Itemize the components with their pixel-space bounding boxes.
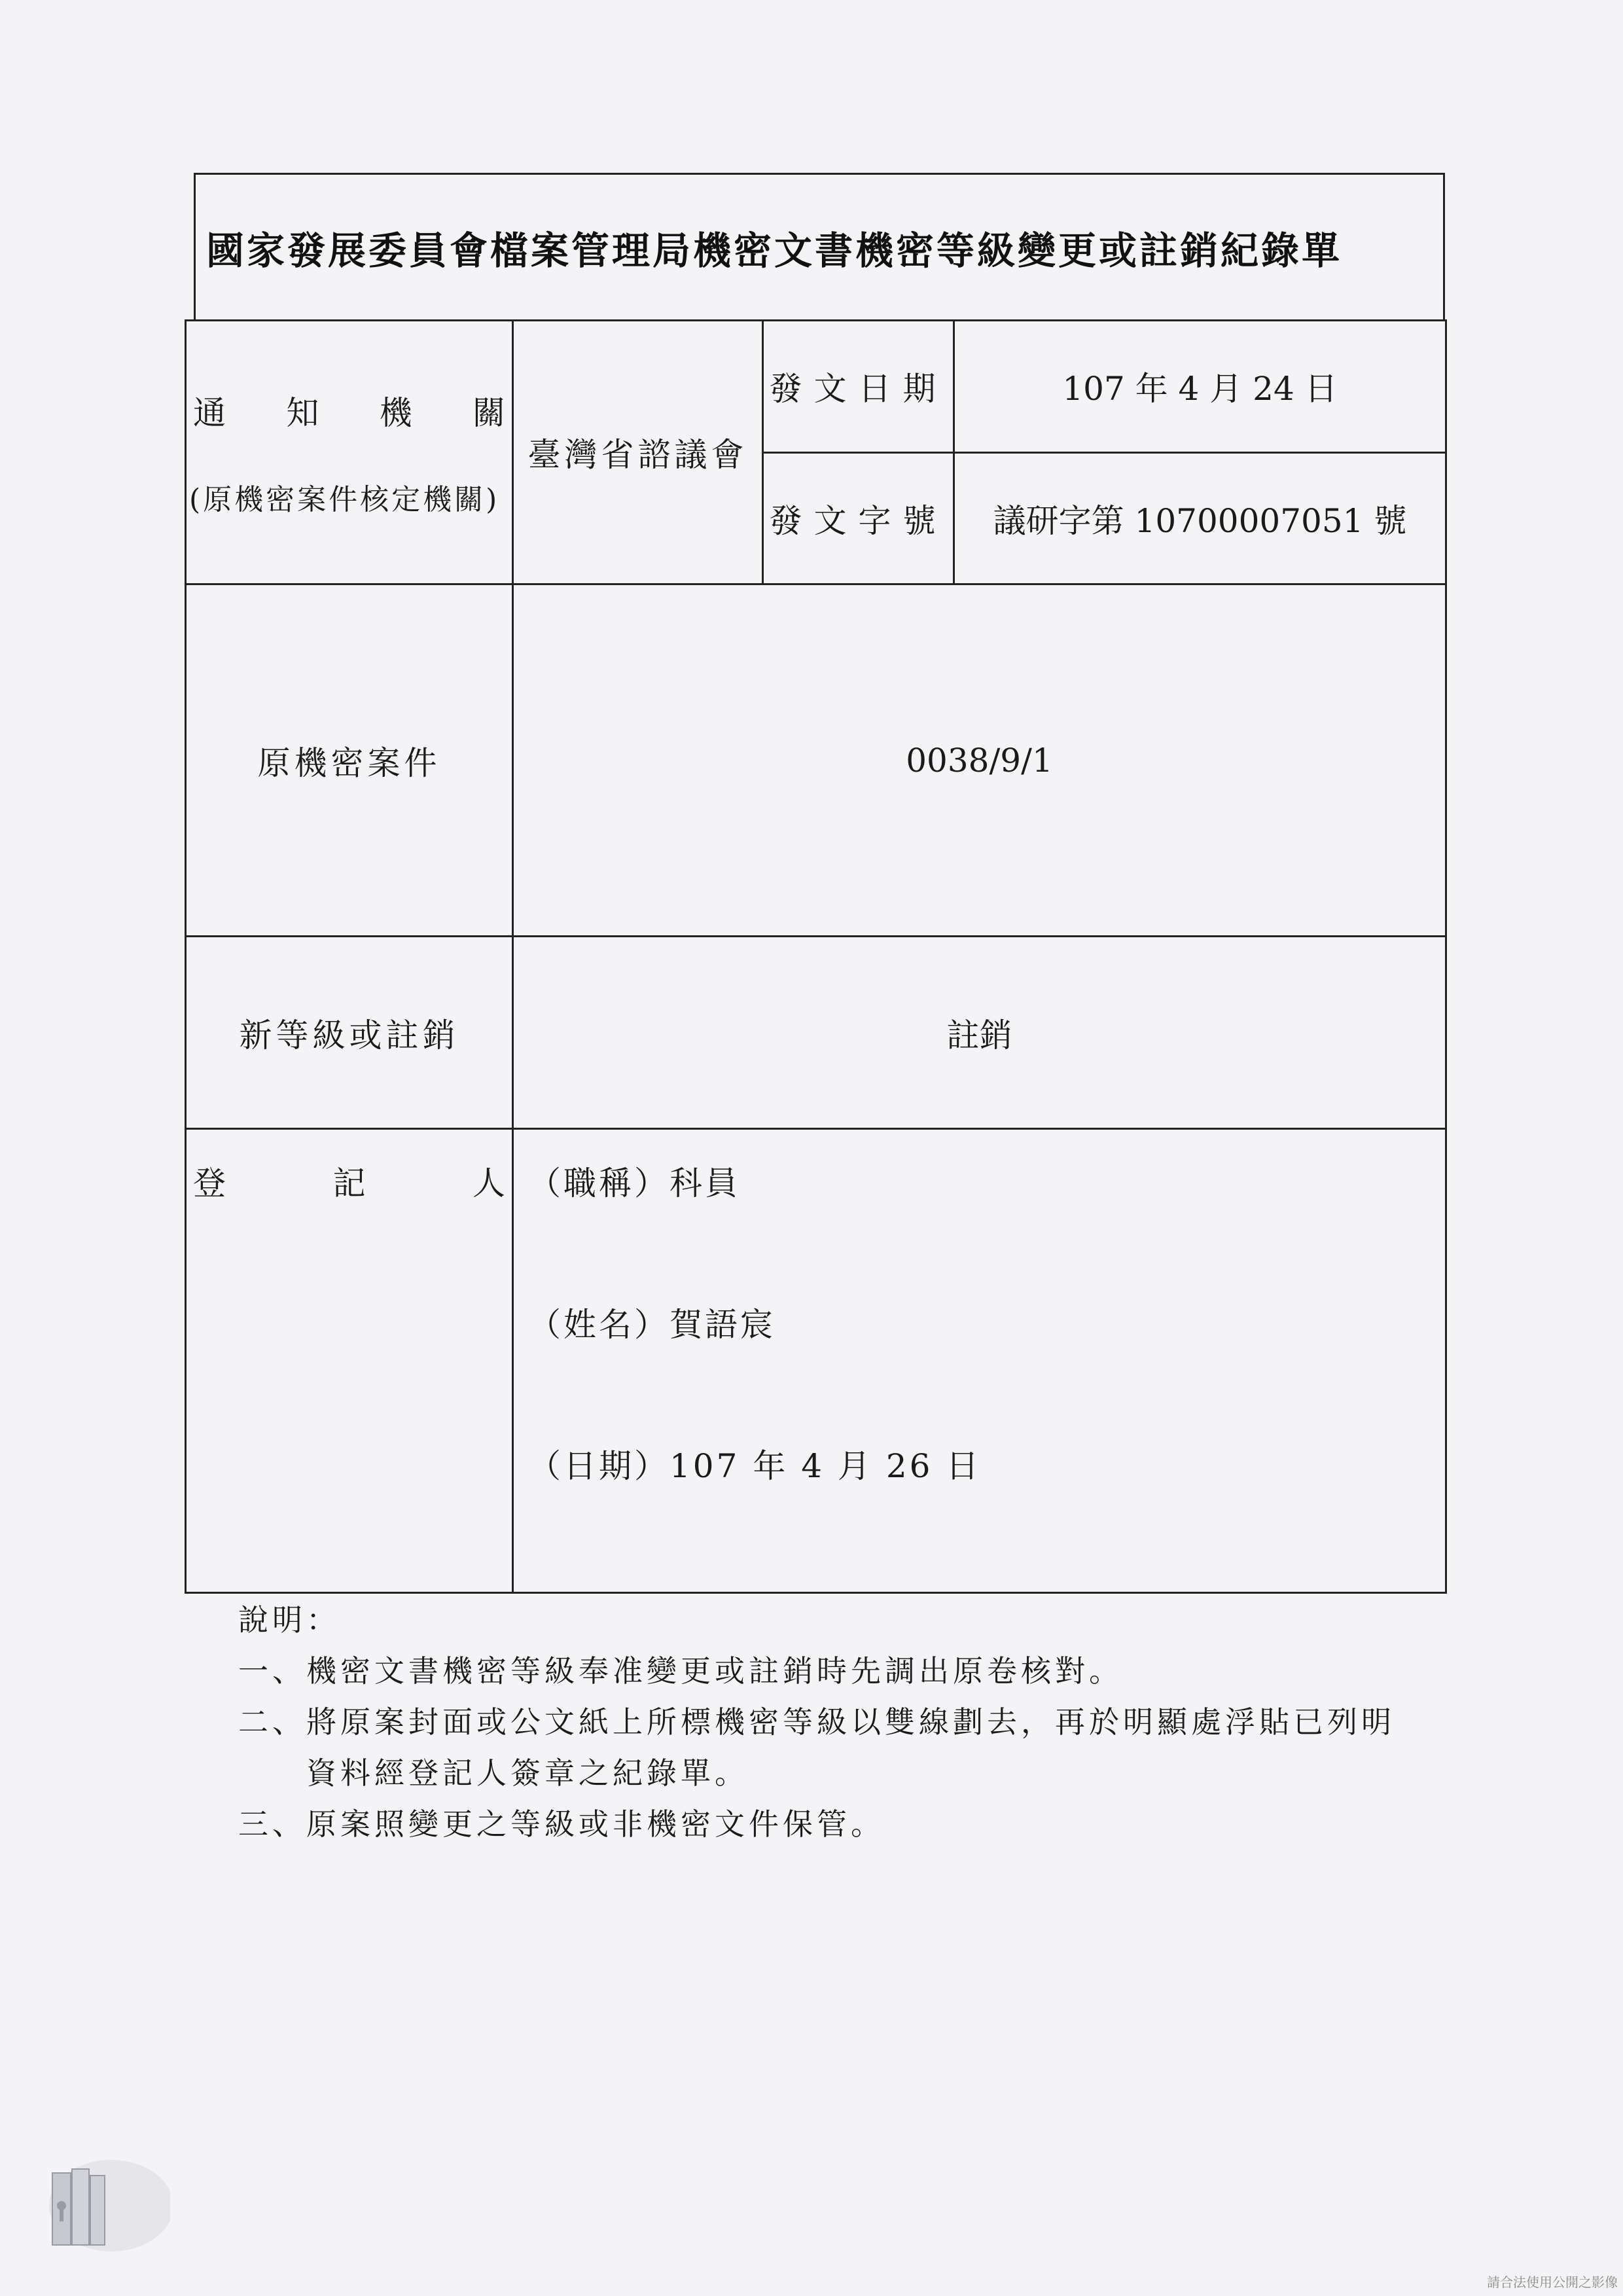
title-box — [194, 173, 1445, 319]
note-number: 二、 — [238, 1704, 306, 1740]
date-value: 107 年 4 月 24 日 — [954, 321, 1446, 453]
agency-label-sub: (原機密案件核定機關) — [189, 483, 500, 516]
registrar-label-char: 登 — [193, 1164, 226, 1202]
original-label: 原機密案件 — [186, 584, 513, 937]
notes-section — [238, 1594, 1416, 1850]
agency-label-char: 通 — [193, 394, 226, 432]
note-text: 將原案封面或公文紙上所標機密等級以雙線劃去，再於明顯處浮貼已列明資料經登記人簽章之紀錄單。 — [306, 1704, 1395, 1791]
footer-notice: 請合法使用公開之影像 — [1487, 2274, 1618, 2290]
record-form-table — [185, 319, 1447, 1594]
note-item — [238, 1645, 1416, 1696]
docno-value: 議研字第 10700007051 號 — [954, 452, 1446, 584]
docno-label: 發文字號 — [763, 452, 954, 584]
form-title: 國家發展委員會檔案管理局機密文書機密等級變更或註銷紀錄單 — [206, 228, 1343, 273]
registrar-label-cell — [186, 1129, 513, 1593]
registrar-label-char: 記 — [332, 1164, 366, 1202]
note-item — [238, 1799, 1416, 1850]
registrar-date: （日期）107 年 4 月 26 日 — [528, 1447, 982, 1485]
agency-label-char: 知 — [286, 394, 319, 432]
archive-books-logo-icon — [39, 2153, 170, 2258]
original-value: 0038/9/1 — [513, 584, 1446, 937]
note-number: 一、 — [238, 1653, 306, 1689]
registrar-info-cell — [513, 1129, 1446, 1593]
new-level-value: 註銷 — [513, 937, 1446, 1129]
date-label: 發文日期 — [763, 321, 954, 453]
agency-label-char: 關 — [472, 394, 505, 432]
agency-value: 臺灣省諮議會 — [513, 321, 763, 584]
registrar-label — [187, 1130, 512, 1204]
agency-label-char: 機 — [379, 394, 412, 432]
notes-heading: 說明： — [238, 1602, 340, 1638]
new-level-label: 新等級或註銷 — [186, 937, 513, 1129]
registrar-name: （姓名）賀語宸 — [528, 1306, 776, 1344]
note-item — [238, 1696, 1416, 1799]
agency-label — [187, 387, 512, 434]
note-text: 原案照變更之等級或非機密文件保管。 — [306, 1806, 885, 1842]
note-text: 機密文書機密等級奉准變更或註銷時先調出原卷核對。 — [306, 1653, 1123, 1689]
registrar-title: （職稱）科員 — [528, 1164, 740, 1202]
note-number: 三、 — [238, 1806, 306, 1842]
registrar-label-char: 人 — [473, 1164, 505, 1202]
agency-label-cell — [186, 321, 513, 584]
